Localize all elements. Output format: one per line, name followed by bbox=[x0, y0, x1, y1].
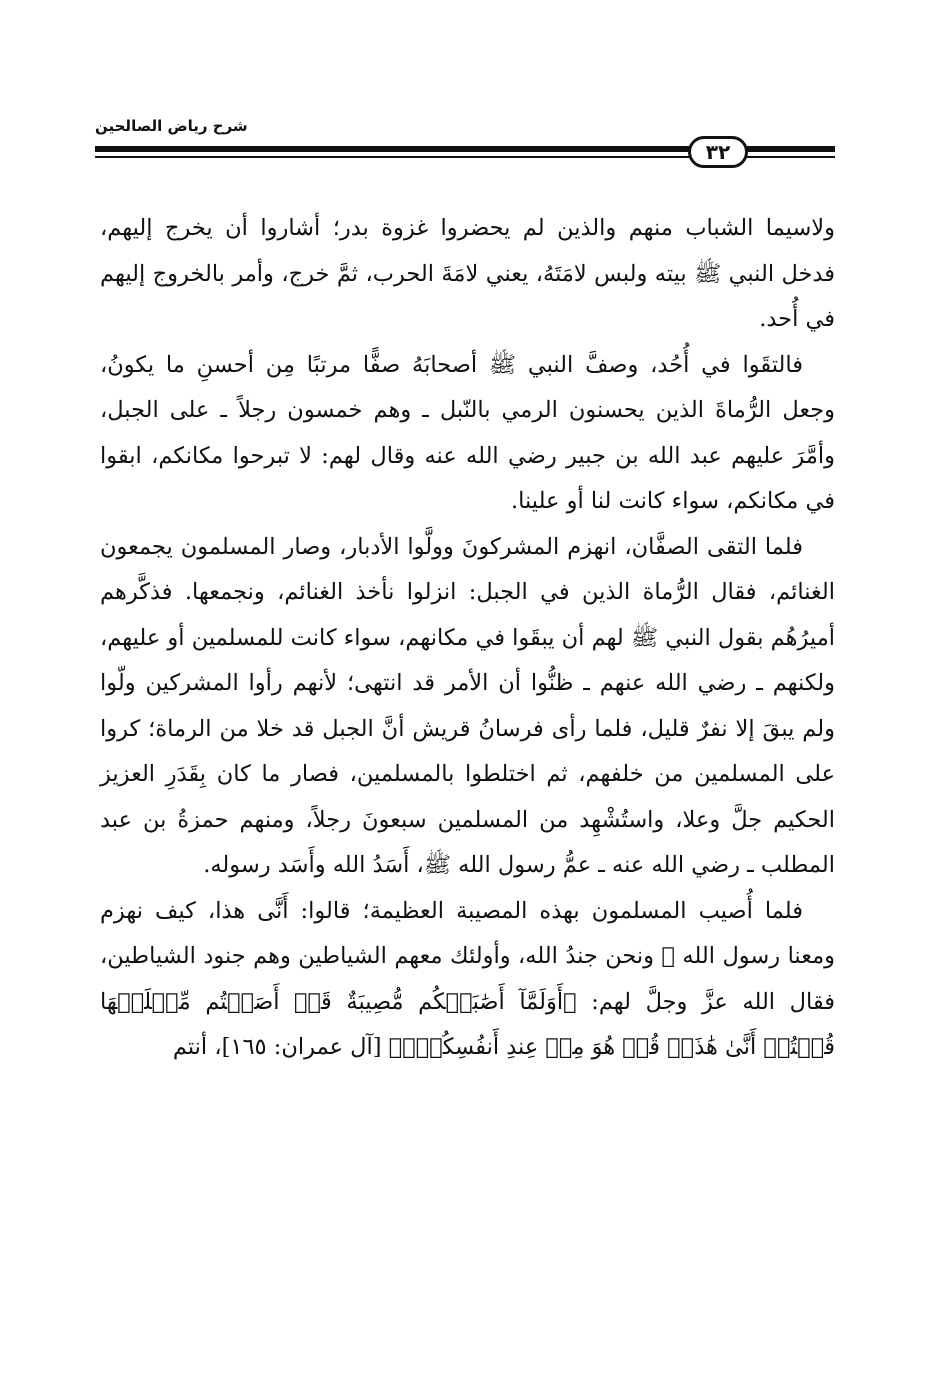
page-body bbox=[100, 206, 835, 1071]
page-number-badge: ٣٢ bbox=[688, 136, 748, 168]
page-header bbox=[0, 0, 950, 180]
running-title: شرح رياض الصالحين bbox=[95, 117, 248, 135]
paragraph-4: فلما أُصيب المسلمون بهذه المصيبة العظيمة؛ قالوا: أَنَّى هذا، كيف نهزم ومعنا رسول الله ﷺ ونحن جندُ الله، وأولئك معهم الشياطين وهم جنود الشياطين، فقال الله عزَّ وجلَّ لهم: ﴿أَوَلَمَّآ أَصَٰبَتۡكُم مُّصِيبَةٌ قَدۡ أَصَبۡتُم مِّثۡلَيۡهَا قُلۡتُمۡ أَنَّىٰ هَٰذَاۖ قُلۡ هُوَ مِنۡ عِندِ أَنفُسِكُمۡۗ﴾ [آل عمران: ١٦٥]، أنتم bbox=[100, 897, 835, 1060]
paragraph-2: فالتقَوا في أُحُد، وصفَّ النبي ﷺ أصحابَهُ صفًّا مرتبًا مِن أحسنِ ما يكونُ، وجعل الرُّماةَ الذين يحسنون الرمي بالنّبل ـ وهم خمسون رجلاً ـ على الجبل، وأمَّرَ عليهم عبد الله بن جبير رضي الله عنه وقال لهم: لا تبرحوا مكانكم، ابقوا في مكانكم، سواء كانت لنا أو علينا. bbox=[100, 351, 835, 514]
paragraph-1: ولاسيما الشباب منهم والذين لم يحضروا غزوة بدر؛ أشاروا أن يخرج إليهم، فدخل النبي ﷺ بيته ولبس لامَتَهُ، يعني لامَةَ الحرب، ثمَّ خرج، وأمر بالخروج إليهم في أُحد. bbox=[100, 215, 835, 332]
paragraph-3: فلما التقى الصفَّان، انهزم المشركونَ وولَّوا الأدبار، وصار المسلمون يجمعون الغنائم، فقال الرُّماة الذين في الجبل: انزلوا نأخذ الغنائم، ونجمعها. فذكَّرهم أميرُهُم بقول النبي ﷺ لهم أن يبقَوا في مكانهم، سواء كانت للمسلمين أو عليهم، ولكنهم ـ رضي الله عنهم ـ ظنُّوا أن الأمر قد انتهى؛ لأنهم رأوا المشركين ولّوا ولم يبقَ إلا نفرٌ قليل، فلما رأى فرسانُ قريش أنَّ الجبل قد خلا من الرماة؛ كروا على المسلمين من خلفهم، ثم اختلطوا بالمسلمين، فصار ما كان بِقَدَرِ العزيز الحكيم جلَّ وعلا، واستُشْهِد من المسلمين سبعونَ رجلاً، ومنهم حمزةُ بن عبد المطلب ـ رضي الله عنه ـ عمُّ رسول الله ﷺ، أَسَدُ الله وأَسَد رسوله. bbox=[100, 533, 835, 878]
